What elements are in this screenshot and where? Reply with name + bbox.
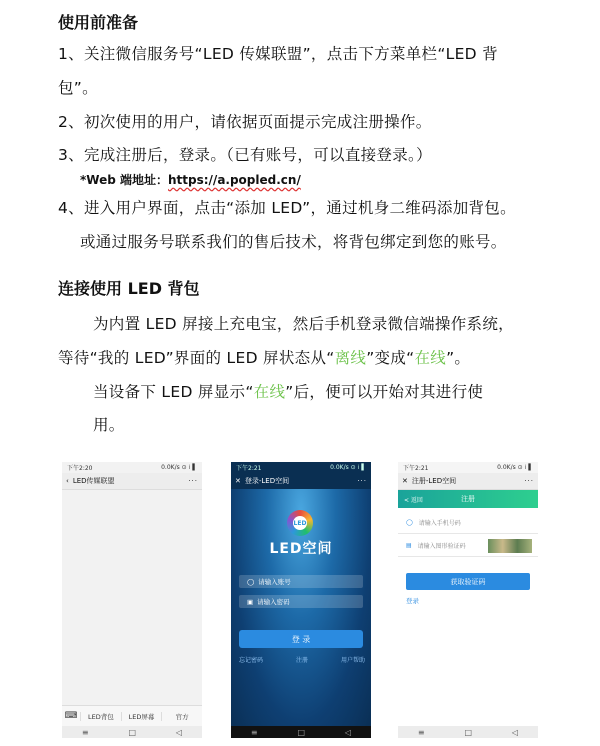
status-icons: 0.0K/s ⊙ ⁞ ▌ [161, 464, 197, 471]
menu-key-icon[interactable]: ≡ [250, 727, 258, 737]
back-key-icon[interactable]: ◁ [344, 727, 352, 737]
status-icons: 0.0K/s ⊙ ⁞ ▌ [330, 464, 366, 471]
menu-item-led-screen[interactable]: LED屏幕 [121, 712, 162, 721]
connect-text-c: ”。 [446, 349, 471, 367]
more-icon[interactable]: ··· [188, 477, 198, 485]
back-key-icon[interactable]: ◁ [175, 727, 183, 737]
phone-screenshot-register [398, 462, 538, 738]
login-links [239, 655, 365, 664]
login-button[interactable]: 登 录 [239, 630, 363, 648]
more-icon[interactable]: ··· [357, 477, 367, 485]
led-logo-icon [287, 510, 313, 536]
connect-para-2-line-2: 用。 [93, 416, 125, 434]
register-header [398, 490, 538, 508]
back-icon[interactable]: ‹ [66, 477, 69, 485]
image-icon: ▤ [406, 542, 412, 549]
android-nav [398, 726, 538, 738]
return-button[interactable]: < 返回 [404, 496, 423, 504]
register-link[interactable]: 注册 [295, 657, 308, 664]
step-2: 2、初次使用的用户，请依据页面提示完成注册操作。 [58, 113, 432, 131]
home-key-icon[interactable]: □ [297, 727, 306, 737]
password-placeholder: 请输入密码 [257, 598, 290, 606]
status-offline: 离线 [334, 349, 367, 367]
phone-screenshot-login [231, 462, 371, 738]
account-placeholder: 请输入账号 [258, 578, 291, 586]
nav-title: 注册-LED空间 [411, 477, 457, 485]
connect-text-b: ”变成“ [366, 349, 415, 367]
step-4-line-2: 或通过服务号联系我们的售后技术，将背包绑定到您的账号。 [80, 233, 507, 251]
close-icon[interactable]: ✕ [235, 477, 241, 485]
status-online-2: 在线 [253, 383, 286, 401]
status-bar [62, 462, 202, 473]
captcha-image[interactable] [488, 539, 532, 553]
keyboard-icon[interactable]: ⌨ [64, 711, 78, 721]
menu-key-icon[interactable]: ≡ [81, 727, 89, 737]
home-key-icon[interactable]: □ [464, 727, 473, 737]
connect-text-e: ”后，便可以开始对其进行使 [285, 383, 484, 401]
register-title: 注册 [461, 495, 475, 503]
password-input[interactable] [239, 595, 363, 608]
phone-placeholder: 请输入手机号码 [418, 520, 461, 527]
account-menu [62, 705, 202, 726]
menu-item-led-backpack[interactable]: LED背包 [80, 712, 121, 721]
web-address [80, 171, 301, 188]
status-time: 下午2:20 [67, 465, 93, 472]
android-nav [231, 726, 371, 738]
connect-para-2-line-1 [93, 380, 483, 402]
menu-item-official[interactable]: 官方 [161, 712, 202, 721]
help-link[interactable]: 用户帮助 [340, 657, 365, 664]
android-nav [62, 726, 202, 738]
status-online: 在线 [414, 349, 447, 367]
get-code-button[interactable]: 获取验证码 [406, 573, 530, 590]
connect-text-a: 等待“我的 LED”界面的 LED 屏状态从“ [58, 349, 335, 367]
more-icon[interactable]: ··· [524, 477, 534, 485]
section-heading-connect: 连接使用 LED 背包 [58, 279, 200, 298]
step-1-line-1: 1、关注微信服务号“LED 传媒联盟”，点击下方菜单栏“LED 背 [58, 45, 498, 63]
section-heading-preparation: 使用前准备 [58, 13, 139, 32]
connect-para-line-2 [58, 346, 470, 368]
close-icon[interactable]: ✕ [402, 477, 408, 485]
status-bar [398, 462, 538, 473]
nav-title: 登录-LED空间 [244, 477, 290, 485]
captcha-placeholder: 请输入图形验证码 [417, 543, 466, 550]
nav-title: LED传媒联盟 [72, 477, 115, 485]
captcha-field[interactable] [398, 535, 538, 557]
web-address-label: *Web 端地址： [80, 173, 168, 187]
step-1-line-2: 包”。 [58, 79, 98, 97]
user-icon: ◯ [406, 519, 413, 526]
brand-title: LED空间 [269, 541, 333, 557]
menu-key-icon[interactable]: ≡ [417, 727, 425, 737]
status-icons: 0.0K/s ⊙ ⁞ ▌ [497, 464, 533, 471]
home-key-icon[interactable]: □ [128, 727, 137, 737]
connect-text-d: 当设备下 LED 屏显示“ [93, 383, 254, 401]
web-address-link[interactable]: https://a.popled.cn/ [168, 173, 301, 187]
login-link[interactable]: 登录 [406, 597, 419, 605]
account-input[interactable] [239, 575, 363, 588]
status-time: 下午2:21 [236, 465, 262, 472]
phone-screenshot-wechat [62, 462, 202, 738]
step-3: 3、完成注册后，登录。（已有账号，可以直接登录。） [58, 146, 432, 164]
connect-para-line-1: 为内置 LED 屏接上充电宝，然后手机登录微信端操作系统， [93, 315, 514, 333]
nav-bar [398, 473, 538, 490]
status-time: 下午2:21 [403, 465, 429, 472]
user-icon: ◯ [247, 577, 255, 586]
logo-text: LED [293, 516, 307, 530]
lock-icon: ▣ [247, 597, 254, 606]
forgot-password-link[interactable]: 忘记密码 [239, 657, 264, 664]
phone-number-field[interactable] [398, 512, 538, 534]
nav-bar [62, 473, 202, 490]
nav-bar [231, 473, 371, 489]
step-4-line-1: 4、进入用户界面，点击“添加 LED”，通过机身二维码添加背包。 [58, 199, 516, 217]
back-key-icon[interactable]: ◁ [511, 727, 519, 737]
status-bar [231, 462, 371, 473]
